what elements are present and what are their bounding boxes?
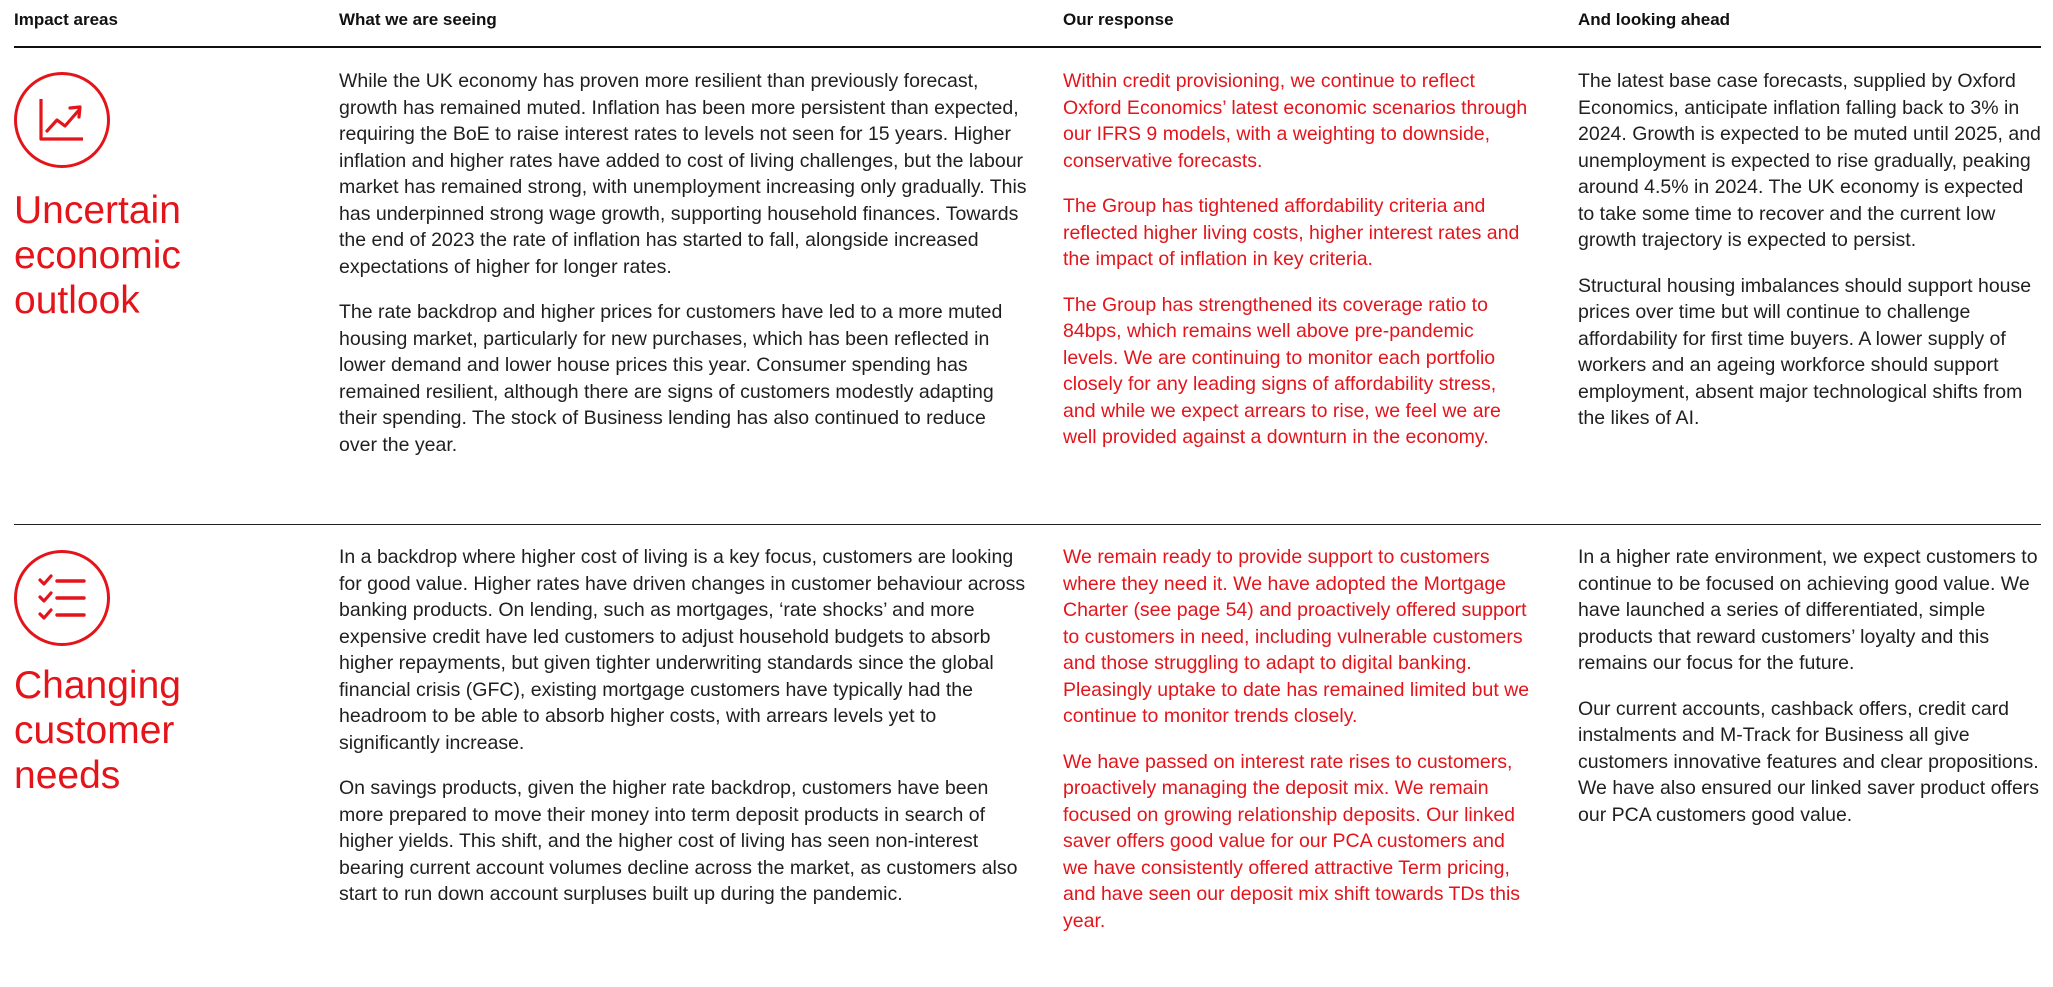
ahead-paragraph: Structural housing imbalances should support house prices over time but will continue to challenge affordability for first time buyers. A lower supply of workers and an ageing workforce should support employment, absent major technological shifts from the likes of AI.	[1578, 274, 2032, 429]
response-cell	[1063, 544, 1533, 953]
seeing-paragraph: On savings products, given the higher rate backdrop, customers have been more prepared to move their money into term deposit products in search of higher yields. This shift, and the higher cost of living has seen non-interest bearing current account volumes decline across the market, as customers also start to run down account surpluses built up during the pandemic.	[339, 777, 1018, 905]
header-impact-areas: Impact areas	[14, 10, 118, 29]
impact-area-title-line: customer	[14, 709, 175, 752]
ahead-paragraph: The latest base case forecasts, supplied by Oxford Economics, anticipate inflation falling back to 3% in 2024. Growth is expected to be muted until 2025, and unemployment is expected to rise gradually, peaking around 4.5% in 2024. The UK economy is expected to take some time to recover and the current low growth trajectory is expected to persist.	[1578, 70, 2041, 251]
response-paragraph: We remain ready to provide support to customers where they need it. We have adopted the Mortgage Charter (see page 54) and proactively offered support to customers in need, including vulnerable customers and those struggling to adapt to digital banking. Pleasingly uptake to date has remained limited but we continue to monitor trends closely.	[1063, 546, 1530, 727]
header-our-response: Our response	[1063, 10, 1174, 29]
impact-area-title-line: outlook	[14, 279, 140, 322]
chart-upward-trend-icon	[14, 72, 110, 168]
response-cell	[1063, 68, 1533, 470]
impact-area-title-line: Uncertain	[14, 189, 181, 232]
seeing-cell	[339, 68, 1029, 477]
impact-area-title-line: needs	[14, 754, 121, 797]
response-paragraph: The Group has tightened affordability criteria and reflected higher living costs, higher interest rates and the impact of inflation in key criteria.	[1063, 195, 1520, 270]
header-what-we-are-seeing: What we are seeing	[339, 10, 497, 29]
seeing-paragraph: While the UK economy has proven more resilient than previously forecast, growth has remained muted. Inflation has been more persistent than expected, requiring the BoE to raise interest rates to levels not seen for 15 years. Higher inflation and higher rates have added to cost of living challenges, but the labour market has remained strong, with unemployment increasing only gradually. This has underpinned strong wage growth, supporting household finances. Towards the end of 2023 the rate of inflation has started to fall, alongside increased expectations of higher for longer rates.	[339, 70, 1027, 278]
impact-cell	[14, 526, 314, 987]
row-uncertain-economic-outlook	[14, 48, 2041, 524]
ahead-cell	[1578, 544, 2041, 847]
seeing-paragraph: In a backdrop where higher cost of living is a key focus, customers are looking for good value. Higher rates have driven changes in customer behaviour across banking products. On lending, such as mortgages, ‘rate shocks’ and more expensive credit have led customers to adjust household budgets to absorb higher repayments, but given tighter underwriting standards since the global financial crisis (GFC), existing mortgage customers have typically had the headroom to be able to absorb higher costs, with arrears levels yet to significantly increase.	[339, 546, 1026, 754]
impact-cell	[14, 48, 314, 524]
response-paragraph: Within credit provisioning, we continue to reflect Oxford Economics’ latest economic scenarios through our IFRS 9 models, with a weighting to downside, conservative forecasts.	[1063, 70, 1528, 172]
ahead-paragraph: In a higher rate environment, we expect customers to continue to be focused on achieving good value. We have launched a series of differentiated, simple products that reward customers’ loyalty and this remains our focus for the future.	[1578, 546, 2038, 674]
ahead-cell	[1578, 68, 2041, 451]
ahead-paragraph: Our current accounts, cashback offers, credit card instalments and M-Track for Business all give customers innovative features and clear propositions. We have also ensured our linked saver product offers our PCA customers good value.	[1578, 697, 2040, 826]
response-paragraph: We have passed on interest rate rises to customers, proactively managing the deposit mix. We remain focused on growing relationship deposits. Our linked saver offers good value for our PCA customers and we have consistently offered attractive Term pricing, and have seen our deposit mix shift towards TDs this year.	[1063, 750, 1521, 932]
header-looking-ahead: And looking ahead	[1578, 10, 1731, 29]
seeing-cell	[339, 544, 1029, 927]
seeing-paragraph: The rate backdrop and higher prices for customers have led to a more muted housing market, particularly for new purchases, which has been reflected in lower demand and lower house prices this year. Consumer spending has remained resilient, although there are signs of customers modestly adapting their spending. The stock of Business lending has also continued to reduce over the year.	[339, 301, 1003, 456]
table-header	[14, 0, 2041, 48]
row-divider	[14, 524, 2041, 525]
impact-table	[14, 0, 2041, 987]
row-changing-customer-needs	[14, 526, 2041, 987]
impact-area-title	[14, 663, 314, 798]
response-paragraph: The Group has strengthened its coverage ratio to 84bps, which remains well above pre-pandemic levels. We are continuing to monitor each portfolio closely for any leading signs of affordability stress, and while we expect arrears to rise, we feel we are well provided against a downturn in the economy.	[1063, 293, 1501, 448]
checklist-icon	[14, 550, 110, 646]
impact-area-title-line: Changing	[14, 664, 181, 707]
impact-area-title	[14, 188, 314, 323]
impact-area-title-line: economic	[14, 234, 181, 277]
